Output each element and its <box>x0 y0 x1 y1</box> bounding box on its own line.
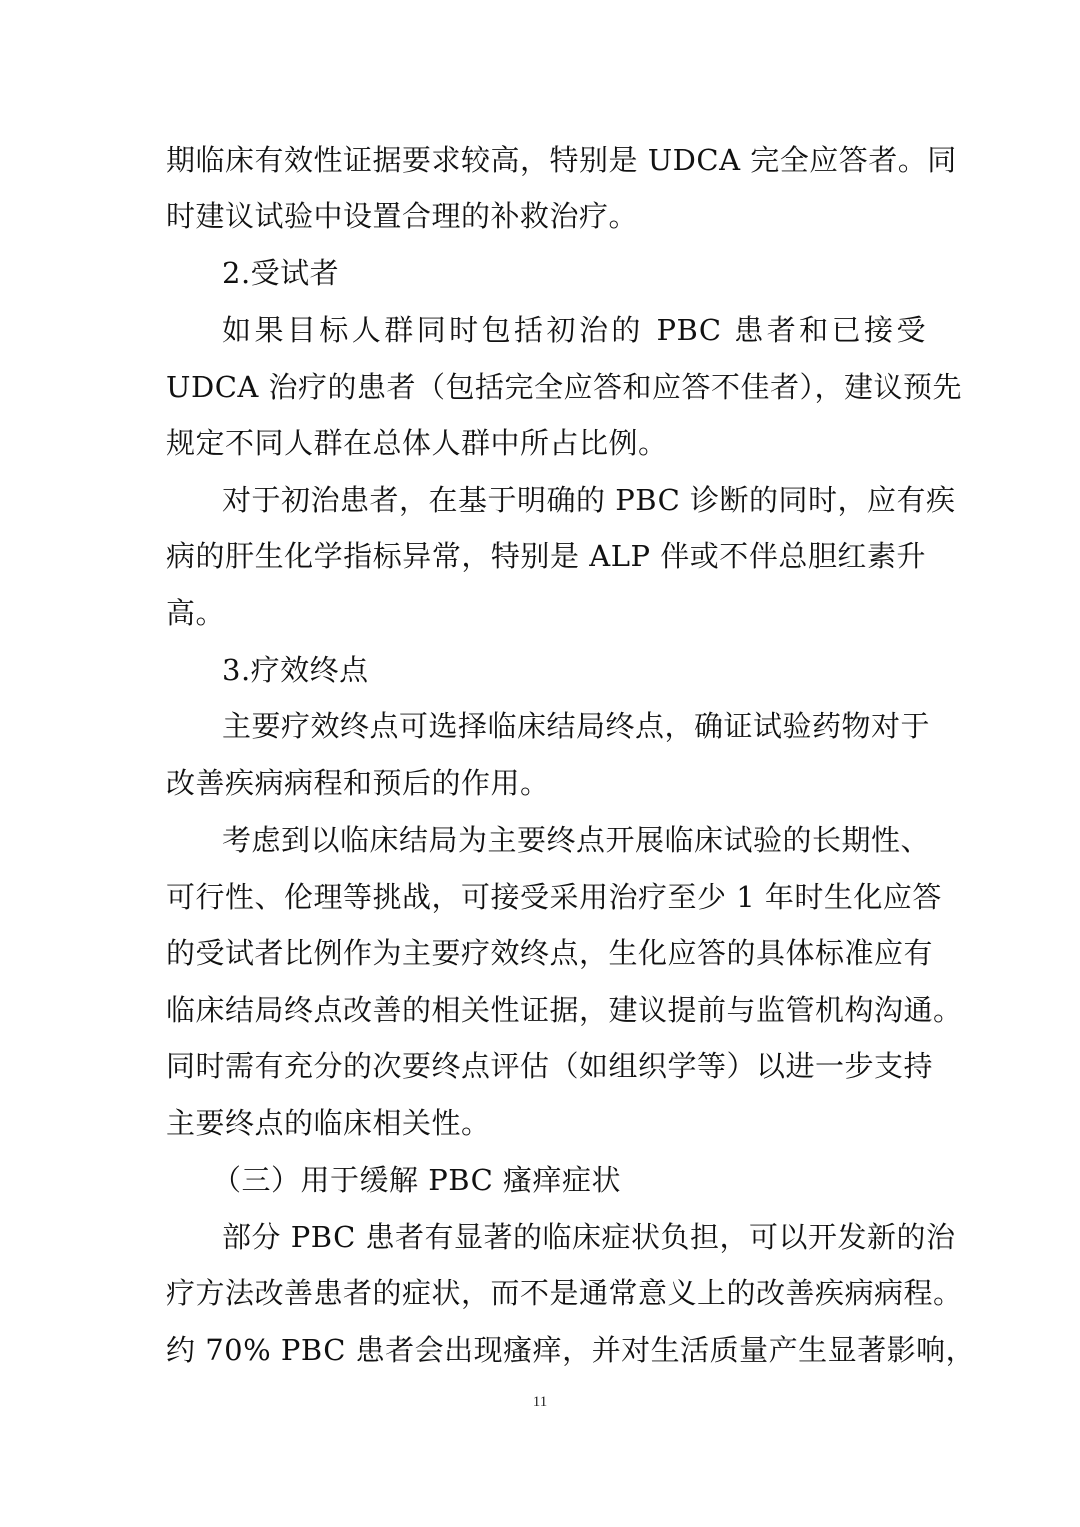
body-text-line: 临床结局终点改善的相关性证据，建议提前与监管机构沟通。 <box>166 993 963 1027</box>
body-text-line: 可行性、伦理等挑战，可接受采用治疗至少 1 年时生化应答 <box>166 880 942 914</box>
body-text-line: 病的肝生化学指标异常，特别是 ALP 伴或不伴总胆红素升 <box>166 539 926 573</box>
body-text-line: 的受试者比例作为主要疗效终点，生化应答的具体标准应有 <box>166 936 934 970</box>
section-heading-endpoints: 3.疗效终点 <box>222 653 369 687</box>
body-text-line: 如果目标人群同时包括初治的 PBC 患者和已接受 <box>222 313 926 347</box>
page-number: 11 <box>532 1394 548 1410</box>
body-text-line: 同时需有充分的次要终点评估（如组织学等）以进一步支持 <box>166 1049 934 1083</box>
section-heading-subjects: 2.受试者 <box>222 256 340 290</box>
section-heading-pruritus: （三）用于缓解 PBC 瘙痒症状 <box>212 1163 621 1197</box>
body-text-line: 时建议试验中设置合理的补救治疗。 <box>166 199 639 233</box>
body-text-line: UDCA 治疗的患者（包括完全应答和应答不佳者），建议预先 <box>166 370 963 404</box>
body-text-line: 改善疾病病程和预后的作用。 <box>166 766 550 800</box>
body-text-line: 对于初治患者，在基于明确的 PBC 诊断的同时，应有疾 <box>222 483 956 517</box>
body-text-line: 主要终点的临床相关性。 <box>166 1106 491 1140</box>
body-text-line: 部分 PBC 患者有显著的临床症状负担，可以开发新的治 <box>222 1220 956 1254</box>
body-text-line: 主要疗效终点可选择临床结局终点，确证试验药物对于 <box>222 709 931 743</box>
body-text-line: 高。 <box>166 596 226 630</box>
body-text-line: 约 70% PBC 患者会出现瘙痒，并对生活质量产生显著影响， <box>166 1333 976 1367</box>
body-text-line: 疗方法改善患者的症状，而不是通常意义上的改善疾病病程。 <box>166 1276 963 1310</box>
body-text-line: 考虑到以临床结局为主要终点开展临床试验的长期性、 <box>222 823 931 857</box>
body-text-line: 期临床有效性证据要求较高，特别是 UDCA 完全应答者。同 <box>166 143 957 177</box>
body-text-line: 规定不同人群在总体人群中所占比例。 <box>166 426 668 460</box>
